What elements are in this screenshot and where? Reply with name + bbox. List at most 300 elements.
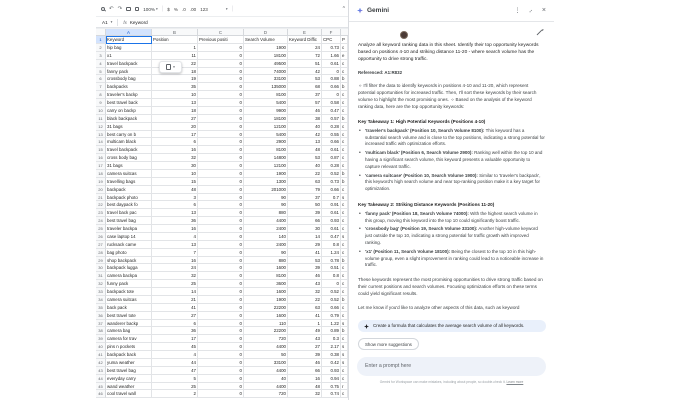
cell[interactable]: 63 bbox=[288, 304, 322, 312]
cell[interactable]: 22 bbox=[288, 296, 322, 304]
cell[interactable]: c bbox=[341, 217, 348, 225]
cell[interactable]: 14 bbox=[288, 233, 322, 241]
cell[interactable]: 11 bbox=[152, 52, 198, 60]
cell[interactable]: 31 bags bbox=[106, 123, 152, 131]
cell[interactable]: 0 bbox=[198, 186, 244, 194]
cell[interactable]: 0.74 bbox=[322, 390, 341, 398]
cell[interactable]: 0.61 bbox=[322, 146, 341, 154]
cell[interactable]: 135000 bbox=[244, 83, 288, 91]
cell[interactable]: 0.47 bbox=[322, 107, 341, 115]
cell[interactable]: travel backpack bbox=[106, 146, 152, 154]
show-more-suggestions-button[interactable]: Show more suggestions bbox=[358, 338, 419, 350]
row-number[interactable]: 14 bbox=[96, 138, 106, 146]
column-header-F[interactable]: F bbox=[322, 29, 341, 35]
row-number[interactable]: 26 bbox=[96, 233, 106, 241]
row-number[interactable]: 32 bbox=[96, 280, 106, 288]
cell[interactable]: 0.61 bbox=[322, 225, 341, 233]
cell[interactable]: 48 bbox=[152, 186, 198, 194]
formula-input[interactable]: Keyword bbox=[129, 19, 148, 25]
cell[interactable]: 0 bbox=[198, 154, 244, 162]
cell[interactable]: c bbox=[341, 99, 348, 107]
cell[interactable]: P bbox=[341, 36, 348, 44]
cell[interactable]: camera bag bbox=[106, 327, 152, 335]
cell[interactable]: 1600 bbox=[244, 288, 288, 296]
cell[interactable]: 48 bbox=[288, 383, 322, 391]
cell[interactable]: shop backpack bbox=[106, 257, 152, 265]
row-number[interactable]: 46 bbox=[96, 390, 106, 398]
cell[interactable]: 36 bbox=[152, 217, 198, 225]
cell[interactable]: 880 bbox=[244, 209, 288, 217]
cell[interactable]: c bbox=[341, 209, 348, 217]
cell[interactable]: 66 bbox=[288, 367, 322, 375]
cell[interactable]: 720 bbox=[244, 390, 288, 398]
column-header-D[interactable]: D bbox=[244, 29, 288, 35]
cell[interactable]: 0.93 bbox=[322, 217, 341, 225]
cell[interactable]: 0 bbox=[198, 280, 244, 288]
row-number[interactable]: 17 bbox=[96, 162, 106, 170]
cell[interactable]: e bbox=[341, 52, 348, 60]
cell[interactable]: 41 bbox=[288, 312, 322, 320]
row-number[interactable]: 23 bbox=[96, 209, 106, 217]
cell[interactable]: 13 bbox=[152, 209, 198, 217]
cell[interactable]: 12100 bbox=[244, 123, 288, 131]
cell[interactable]: traveler backpa bbox=[106, 225, 152, 233]
row-number[interactable]: 16 bbox=[96, 154, 106, 162]
cell[interactable]: 32 bbox=[152, 272, 198, 280]
row-number[interactable]: 29 bbox=[96, 257, 106, 265]
cell[interactable]: 7 bbox=[152, 249, 198, 257]
row-number[interactable]: 33 bbox=[96, 288, 106, 296]
edit-prompt-icon[interactable] bbox=[537, 30, 543, 36]
cell[interactable]: 3 bbox=[152, 194, 198, 202]
cell[interactable]: s bbox=[341, 359, 348, 367]
cell[interactable]: 6 bbox=[152, 320, 198, 328]
row-number[interactable]: 44 bbox=[96, 375, 106, 383]
row-number[interactable]: 39 bbox=[96, 335, 106, 343]
cell[interactable]: 38 bbox=[288, 115, 322, 123]
cell[interactable]: 35 bbox=[152, 83, 198, 91]
cell[interactable]: 27 bbox=[152, 312, 198, 320]
cell[interactable]: 0 bbox=[198, 178, 244, 186]
increase-decimal-button[interactable]: .00 bbox=[189, 6, 197, 12]
cell[interactable]: 53 bbox=[288, 75, 322, 83]
row-number[interactable]: 27 bbox=[96, 241, 106, 249]
row-number[interactable]: 20 bbox=[96, 186, 106, 194]
cell[interactable]: 0 bbox=[198, 123, 244, 131]
cell[interactable]: 13 bbox=[152, 99, 198, 107]
cell[interactable]: 5400 bbox=[244, 131, 288, 139]
cell[interactable]: 0 bbox=[198, 272, 244, 280]
cell[interactable]: 2 bbox=[152, 390, 198, 398]
cell[interactable]: travelling bags bbox=[106, 178, 152, 186]
cell[interactable]: b bbox=[341, 327, 348, 335]
undo-icon[interactable]: ↶ bbox=[109, 5, 114, 12]
cell[interactable]: 37 bbox=[288, 91, 322, 99]
cell[interactable]: 8100 bbox=[244, 91, 288, 99]
cell[interactable]: 33100 bbox=[244, 75, 288, 83]
cell[interactable]: 48 bbox=[288, 146, 322, 154]
cell[interactable]: 46 bbox=[288, 107, 322, 115]
cell[interactable]: 10 bbox=[152, 170, 198, 178]
more-formats-dropdown[interactable]: ▾ bbox=[225, 7, 228, 11]
cell[interactable]: 0.61 bbox=[322, 209, 341, 217]
cell[interactable]: 90 bbox=[244, 201, 288, 209]
cell[interactable]: c bbox=[341, 249, 348, 257]
close-panel-icon[interactable]: × bbox=[541, 6, 546, 14]
cell[interactable]: 0 bbox=[198, 162, 244, 170]
cell[interactable]: 0 bbox=[198, 194, 244, 202]
hide-menus-icon[interactable]: ^ bbox=[342, 6, 345, 12]
cell[interactable]: bag photo bbox=[106, 249, 152, 257]
cell[interactable]: 9900 bbox=[244, 107, 288, 115]
cell[interactable]: cross body bag bbox=[106, 154, 152, 162]
cell[interactable]: 0 bbox=[198, 390, 244, 398]
cell[interactable]: 30 bbox=[288, 225, 322, 233]
row-number[interactable]: 10 bbox=[96, 107, 106, 115]
cell[interactable]: c bbox=[341, 241, 348, 249]
cell[interactable]: c bbox=[341, 162, 348, 170]
cell[interactable]: 0 bbox=[198, 351, 244, 359]
cell[interactable]: 18 bbox=[152, 107, 198, 115]
cell[interactable]: 18100 bbox=[244, 52, 288, 60]
cell[interactable]: 4400 bbox=[244, 343, 288, 351]
cell[interactable]: CPC bbox=[322, 36, 341, 44]
cell[interactable]: 0 bbox=[198, 52, 244, 60]
cell[interactable]: multicam black bbox=[106, 138, 152, 146]
decrease-decimal-button[interactable]: .0 bbox=[181, 6, 186, 12]
cell[interactable]: 0.57 bbox=[322, 115, 341, 123]
cell[interactable]: b bbox=[341, 83, 348, 91]
cell[interactable]: 0 bbox=[198, 288, 244, 296]
cell[interactable]: 1900 bbox=[244, 296, 288, 304]
cell[interactable]: 1.24 bbox=[322, 249, 341, 257]
cell[interactable]: traveler's backp bbox=[106, 91, 152, 99]
cell[interactable]: c bbox=[341, 312, 348, 320]
row-number[interactable]: 31 bbox=[96, 272, 106, 280]
cell[interactable]: 24 bbox=[152, 264, 198, 272]
cell[interactable]: c bbox=[341, 225, 348, 233]
cell[interactable]: 4400 bbox=[244, 383, 288, 391]
cell[interactable]: 12100 bbox=[244, 162, 288, 170]
cell[interactable]: 72 bbox=[288, 52, 322, 60]
cell[interactable]: 43 bbox=[288, 280, 322, 288]
cell[interactable]: 1 bbox=[288, 320, 322, 328]
cell[interactable]: 44 bbox=[152, 359, 198, 367]
cell[interactable]: 79 bbox=[288, 186, 322, 194]
cell[interactable]: 18100 bbox=[244, 115, 288, 123]
cell[interactable]: 0.38 bbox=[322, 351, 341, 359]
row-number[interactable]: 38 bbox=[96, 327, 106, 335]
row-number[interactable]: 2 bbox=[96, 44, 106, 52]
cell[interactable]: 40 bbox=[288, 162, 322, 170]
cell[interactable]: funny pack bbox=[106, 280, 152, 288]
cell[interactable]: 2400 bbox=[244, 241, 288, 249]
cell[interactable]: c bbox=[341, 280, 348, 288]
cell[interactable]: 110 bbox=[244, 320, 288, 328]
cell[interactable]: s bbox=[341, 233, 348, 241]
format-currency-button[interactable]: $ bbox=[167, 6, 170, 12]
row-number[interactable]: 5 bbox=[96, 68, 106, 76]
cell[interactable]: 53 bbox=[288, 154, 322, 162]
paste-options-button[interactable] bbox=[159, 61, 182, 73]
cell[interactable]: 0.91 bbox=[322, 201, 341, 209]
cell[interactable]: 17 bbox=[152, 131, 198, 139]
cell[interactable]: 0 bbox=[198, 312, 244, 320]
cell[interactable]: 0.89 bbox=[322, 327, 341, 335]
cell[interactable]: 68 bbox=[288, 83, 322, 91]
cell[interactable]: 63 bbox=[288, 178, 322, 186]
cell[interactable]: 0 bbox=[198, 138, 244, 146]
cell[interactable]: 27 bbox=[152, 115, 198, 123]
more-options-icon[interactable]: ⋮ bbox=[514, 7, 521, 14]
cell[interactable]: c bbox=[341, 335, 348, 343]
cell[interactable]: 32 bbox=[152, 154, 198, 162]
cell[interactable]: x1 bbox=[106, 52, 152, 60]
cell[interactable]: 0.61 bbox=[322, 60, 341, 68]
cell[interactable]: 8100 bbox=[244, 272, 288, 280]
cell[interactable]: 6 bbox=[152, 201, 198, 209]
name-box-dropdown-icon[interactable]: ▾ bbox=[110, 20, 113, 24]
cell[interactable]: case laptop 14 bbox=[106, 233, 152, 241]
row-number[interactable]: 13 bbox=[96, 131, 106, 139]
cell[interactable]: backpack lugga bbox=[106, 264, 152, 272]
cell[interactable]: 0.3 bbox=[322, 335, 341, 343]
row-number[interactable]: 6 bbox=[96, 75, 106, 83]
cell[interactable]: 1600 bbox=[244, 312, 288, 320]
cell[interactable]: best carry on b bbox=[106, 131, 152, 139]
cell[interactable]: 18 bbox=[152, 68, 198, 76]
cell[interactable]: s bbox=[341, 351, 348, 359]
cell[interactable]: 0 bbox=[198, 233, 244, 241]
row-number[interactable]: 30 bbox=[96, 264, 106, 272]
cell[interactable]: 0 bbox=[198, 264, 244, 272]
cell[interactable]: 6 bbox=[152, 138, 198, 146]
cell[interactable]: r bbox=[341, 383, 348, 391]
cell[interactable]: c bbox=[341, 138, 348, 146]
cell[interactable]: 0 bbox=[198, 209, 244, 217]
row-number[interactable]: 28 bbox=[96, 249, 106, 257]
cell[interactable]: c bbox=[341, 68, 348, 76]
cell[interactable]: 0.52 bbox=[322, 296, 341, 304]
cell[interactable]: s bbox=[341, 194, 348, 202]
column-header-E[interactable]: E bbox=[288, 29, 322, 35]
cell[interactable]: travel backpack bbox=[106, 60, 152, 68]
cell[interactable]: 0 bbox=[198, 91, 244, 99]
row-number[interactable]: 43 bbox=[96, 367, 106, 375]
cell[interactable]: 0.75 bbox=[322, 383, 341, 391]
cell[interactable]: 29 bbox=[288, 241, 322, 249]
cell[interactable]: 0.8 bbox=[322, 272, 341, 280]
row-number[interactable]: 40 bbox=[96, 343, 106, 351]
cell[interactable]: 22200 bbox=[244, 327, 288, 335]
cell[interactable]: 15 bbox=[152, 178, 198, 186]
cell[interactable]: carry on backp bbox=[106, 107, 152, 115]
expand-panel-icon[interactable]: ↔ bbox=[527, 6, 536, 15]
cell[interactable]: 90 bbox=[244, 249, 288, 257]
cell[interactable]: 0 bbox=[198, 107, 244, 115]
cell[interactable]: 2400 bbox=[244, 225, 288, 233]
cell[interactable]: c bbox=[341, 146, 348, 154]
cell[interactable]: 0 bbox=[198, 68, 244, 76]
cell[interactable]: 27 bbox=[288, 343, 322, 351]
column-header-C[interactable]: C bbox=[198, 29, 244, 35]
cell[interactable]: 49 bbox=[288, 327, 322, 335]
cell[interactable]: Keyword Diffic bbox=[288, 36, 322, 44]
cell[interactable]: 0.55 bbox=[322, 131, 341, 139]
row-number[interactable]: 18 bbox=[96, 170, 106, 178]
cell[interactable]: 0.94 bbox=[322, 375, 341, 383]
cell[interactable]: b bbox=[341, 296, 348, 304]
cell[interactable]: Search Volume bbox=[244, 36, 288, 44]
cell[interactable]: backpack tote bbox=[106, 288, 152, 296]
cell[interactable]: fanny pack bbox=[106, 68, 152, 76]
cell[interactable]: 40 bbox=[288, 123, 322, 131]
cell[interactable]: 39 bbox=[288, 351, 322, 359]
cell[interactable]: 0 bbox=[198, 241, 244, 249]
cell[interactable]: 0 bbox=[198, 83, 244, 91]
cell[interactable]: 4400 bbox=[244, 367, 288, 375]
cell[interactable]: camera backpa bbox=[106, 272, 152, 280]
cell[interactable]: pins n pockets bbox=[106, 343, 152, 351]
cell[interactable]: 1.22 bbox=[322, 320, 341, 328]
cell[interactable]: 53 bbox=[288, 257, 322, 265]
row-number[interactable]: 25 bbox=[96, 225, 106, 233]
cell[interactable]: 16 bbox=[152, 146, 198, 154]
cell[interactable]: Position bbox=[152, 36, 198, 44]
cell[interactable]: c bbox=[341, 304, 348, 312]
cell[interactable]: 19 bbox=[152, 75, 198, 83]
row-number[interactable]: 37 bbox=[96, 320, 106, 328]
row-number[interactable]: 35 bbox=[96, 304, 106, 312]
cell[interactable]: 1300 bbox=[244, 178, 288, 186]
cell[interactable]: 0 bbox=[198, 343, 244, 351]
cell[interactable]: 36 bbox=[152, 327, 198, 335]
cell[interactable]: 0.79 bbox=[322, 312, 341, 320]
cell[interactable]: 49500 bbox=[244, 60, 288, 68]
cell[interactable]: b bbox=[341, 115, 348, 123]
cell[interactable]: 140 bbox=[244, 233, 288, 241]
cell[interactable]: 14 bbox=[152, 288, 198, 296]
row-number[interactable]: 15 bbox=[96, 146, 106, 154]
cell[interactable]: 0.7 bbox=[322, 194, 341, 202]
cell[interactable]: backpack bbox=[106, 186, 152, 194]
cell[interactable]: 0 bbox=[198, 44, 244, 52]
cell[interactable]: c bbox=[341, 390, 348, 398]
cell[interactable]: 0 bbox=[198, 320, 244, 328]
cell[interactable]: cool travel wall bbox=[106, 390, 152, 398]
cell[interactable]: 0.28 bbox=[322, 123, 341, 131]
cell[interactable]: 4 bbox=[152, 351, 198, 359]
cell[interactable]: c bbox=[341, 131, 348, 139]
cell[interactable]: 0.47 bbox=[322, 233, 341, 241]
cell[interactable]: c bbox=[341, 264, 348, 272]
row-number[interactable]: 7 bbox=[96, 83, 106, 91]
cell[interactable]: 0 bbox=[198, 99, 244, 107]
cell[interactable]: 2.17 bbox=[322, 343, 341, 351]
cell[interactable]: 14800 bbox=[244, 154, 288, 162]
column-header-B[interactable]: B bbox=[152, 29, 198, 35]
cell[interactable]: 39 bbox=[288, 209, 322, 217]
column-header-A[interactable]: A bbox=[106, 29, 152, 35]
cell[interactable]: 1.66 bbox=[322, 52, 341, 60]
cell[interactable]: 66 bbox=[288, 217, 322, 225]
paint-format-icon[interactable] bbox=[135, 7, 140, 11]
cell[interactable]: c bbox=[341, 91, 348, 99]
cell[interactable]: 0 bbox=[198, 327, 244, 335]
cell[interactable]: 30 bbox=[152, 162, 198, 170]
cell[interactable]: best travel bag bbox=[106, 367, 152, 375]
cell[interactable]: 8100 bbox=[244, 146, 288, 154]
cell[interactable]: 0.87 bbox=[322, 154, 341, 162]
row-number[interactable]: 22 bbox=[96, 201, 106, 209]
cell[interactable]: c bbox=[341, 123, 348, 131]
cell[interactable]: best travel bag bbox=[106, 217, 152, 225]
cell[interactable]: 51 bbox=[288, 60, 322, 68]
format-percent-button[interactable]: % bbox=[173, 6, 178, 12]
cell[interactable]: 42 bbox=[288, 68, 322, 76]
row-number[interactable]: 12 bbox=[96, 123, 106, 131]
cell[interactable]: 43 bbox=[288, 335, 322, 343]
cell[interactable]: 46 bbox=[288, 272, 322, 280]
row-number[interactable]: 41 bbox=[96, 351, 106, 359]
cell[interactable]: 1900 bbox=[244, 44, 288, 52]
row-number[interactable]: 11 bbox=[96, 115, 106, 123]
cell[interactable]: Previous positi bbox=[198, 36, 244, 44]
cell[interactable]: 0.66 bbox=[322, 138, 341, 146]
cell[interactable]: 41 bbox=[288, 249, 322, 257]
cell[interactable]: camera suitcas bbox=[106, 170, 152, 178]
cell[interactable]: 0.88 bbox=[322, 75, 341, 83]
cell[interactable]: 5400 bbox=[244, 99, 288, 107]
cell[interactable]: 0.28 bbox=[322, 162, 341, 170]
row-number[interactable]: 24 bbox=[96, 217, 106, 225]
cell[interactable]: wand weather bbox=[106, 383, 152, 391]
cell[interactable]: c bbox=[341, 367, 348, 375]
cell[interactable]: best travel tote bbox=[106, 312, 152, 320]
cell[interactable]: 32 bbox=[288, 288, 322, 296]
cell[interactable]: b bbox=[341, 75, 348, 83]
cell[interactable]: 13 bbox=[152, 241, 198, 249]
cell[interactable]: c bbox=[341, 44, 348, 52]
cell[interactable]: c bbox=[341, 154, 348, 162]
cell[interactable]: 0 bbox=[198, 75, 244, 83]
cell[interactable]: 0 bbox=[198, 201, 244, 209]
cell[interactable]: 16 bbox=[152, 257, 198, 265]
cell[interactable]: 1900 bbox=[244, 170, 288, 178]
cell[interactable]: 201000 bbox=[244, 186, 288, 194]
cell[interactable]: 40 bbox=[244, 375, 288, 383]
cell[interactable]: 880 bbox=[244, 257, 288, 265]
row-number[interactable]: 45 bbox=[96, 383, 106, 391]
row-number[interactable]: 1 bbox=[96, 36, 106, 44]
cell[interactable]: 24 bbox=[288, 44, 322, 52]
search-icon[interactable] bbox=[101, 7, 105, 11]
cell[interactable]: 47 bbox=[152, 367, 198, 375]
cell[interactable]: hip bag bbox=[106, 44, 152, 52]
cell[interactable]: 16 bbox=[152, 225, 198, 233]
cell[interactable]: 0 bbox=[198, 304, 244, 312]
cell[interactable]: 0 bbox=[198, 60, 244, 68]
cell[interactable]: 0.73 bbox=[322, 44, 341, 52]
cell[interactable]: 33100 bbox=[244, 359, 288, 367]
cell[interactable]: s bbox=[341, 320, 348, 328]
cell[interactable]: 0.52 bbox=[322, 170, 341, 178]
cell[interactable]: 50 bbox=[244, 351, 288, 359]
cell[interactable]: 0.52 bbox=[322, 288, 341, 296]
row-number[interactable]: 21 bbox=[96, 194, 106, 202]
cell[interactable]: 42 bbox=[288, 131, 322, 139]
cell[interactable]: 32 bbox=[288, 390, 322, 398]
